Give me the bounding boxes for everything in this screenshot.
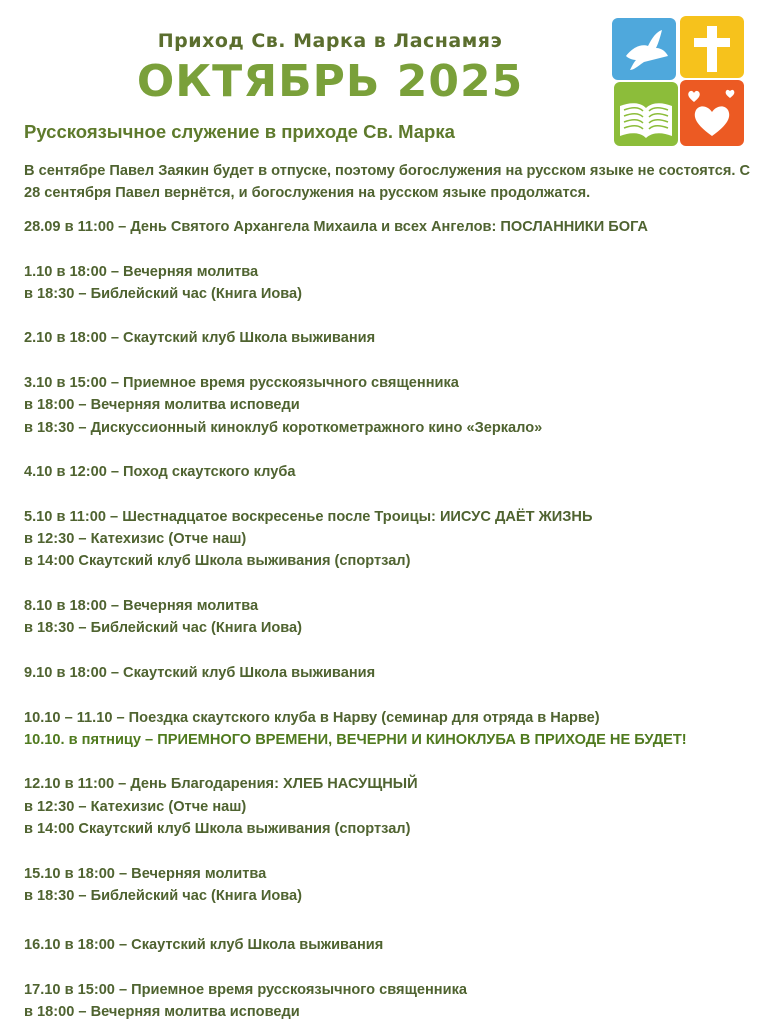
schedule-line: 12.10 в 11:00 – День Благодарения: ХЛЕБ НАСУЩНЫЙ xyxy=(24,776,418,793)
parish-logo xyxy=(612,16,746,148)
schedule-list xyxy=(24,216,764,1023)
schedule-line: 1.10 в 18:00 – Вечерняя молитва xyxy=(24,263,259,280)
schedule-line: 15.10 в 18:00 – Вечерняя молитва xyxy=(24,865,267,882)
schedule-line: 2.10 в 18:00 – Скаутский клуб Школа выживания xyxy=(24,330,376,347)
schedule-line: 9.10 в 18:00 – Скаутский клуб Школа выживания xyxy=(24,664,376,681)
schedule-line: в 18:00 – Вечерняя молитва исповеди xyxy=(24,1004,300,1021)
month-title: ОКТЯБРЬ 2025 xyxy=(136,56,524,107)
schedule-line: в 14:00 Скаутский клуб Школа выживания (спортзал) xyxy=(24,553,411,570)
section-heading: Русскоязычное служение в приходе Св. Марка xyxy=(24,121,455,142)
schedule-line: в 18:00 – Вечерняя молитва исповеди xyxy=(24,397,300,414)
schedule-spacer xyxy=(24,957,764,979)
parish-name: Приход Св. Марка в Ласнамяэ xyxy=(157,30,503,52)
schedule-spacer xyxy=(24,350,764,372)
schedule-line: в 18:30 – Библейский час (Книга Иова) xyxy=(24,887,302,904)
schedule-line: 28.09 в 11:00 – День Святого Архангела Михаила и всех Ангелов: ПОСЛАННИКИ БОГА xyxy=(24,219,648,235)
cross-icon xyxy=(680,16,744,78)
schedule-line: в 18:30 – Библейский час (Книга Иова) xyxy=(24,285,302,302)
schedule-spacer xyxy=(24,640,764,662)
book-icon xyxy=(614,82,678,146)
schedule-line: 10.10 – 11.10 – Поездка скаутского клуба в Нарву (семинар для отряда в Нарве) xyxy=(24,709,600,726)
schedule-line: 3.10 в 15:00 – Приемное время русскоязычного священника xyxy=(24,375,459,392)
intro-paragraph: В сентябре Павел Заякин будет в отпуске, поэтому богослужения на русском языке не состоятся. С 28 сентября Павел вернётся, и богослужения на русском языке продолжатся. xyxy=(24,163,751,201)
schedule-line: 4.10 в 12:00 – Поход скаутского клуба xyxy=(24,464,296,481)
schedule-line: в 14:00 Скаутский клуб Школа выживания (спортзал) xyxy=(24,821,411,838)
schedule-spacer xyxy=(24,907,764,934)
schedule-line: в 12:30 – Катехизис (Отче наш) xyxy=(24,531,247,548)
schedule-notice: 10.10. в пятницу – ПРИЕМНОГО ВРЕМЕНИ, ВЕЧЕРНИ И КИНОКЛУБА В ПРИХОДЕ НЕ БУДЕТ! xyxy=(24,731,687,748)
schedule-line: 17.10 в 15:00 – Приемное время русскоязычного священника xyxy=(24,981,468,998)
schedule-line: в 12:30 – Катехизис (Отче наш) xyxy=(24,798,247,815)
schedule-spacer xyxy=(24,751,764,773)
schedule-line: 8.10 в 18:00 – Вечерняя молитва xyxy=(24,598,259,615)
schedule-spacer xyxy=(24,684,764,706)
schedule-spacer xyxy=(24,573,764,595)
schedule-spacer xyxy=(24,484,764,506)
schedule-spacer xyxy=(24,439,764,461)
schedule-spacer xyxy=(24,238,764,260)
schedule-line: в 18:30 – Библейский час (Книга Иова) xyxy=(24,620,302,637)
dove-icon xyxy=(612,18,676,80)
schedule-line: в 18:30 – Дискуссионный киноклуб короткометражного кино «Зеркало» xyxy=(24,419,543,436)
hearts-icon xyxy=(680,80,744,146)
schedule-spacer xyxy=(24,305,764,327)
schedule-line: 5.10 в 11:00 – Шестнадцатое воскресенье после Троицы: ИИСУС ДАЁТ ЖИЗНЬ xyxy=(24,508,593,525)
schedule-spacer xyxy=(24,840,764,862)
schedule-line: 16.10 в 18:00 – Скаутский клуб Школа выживания xyxy=(24,937,384,954)
